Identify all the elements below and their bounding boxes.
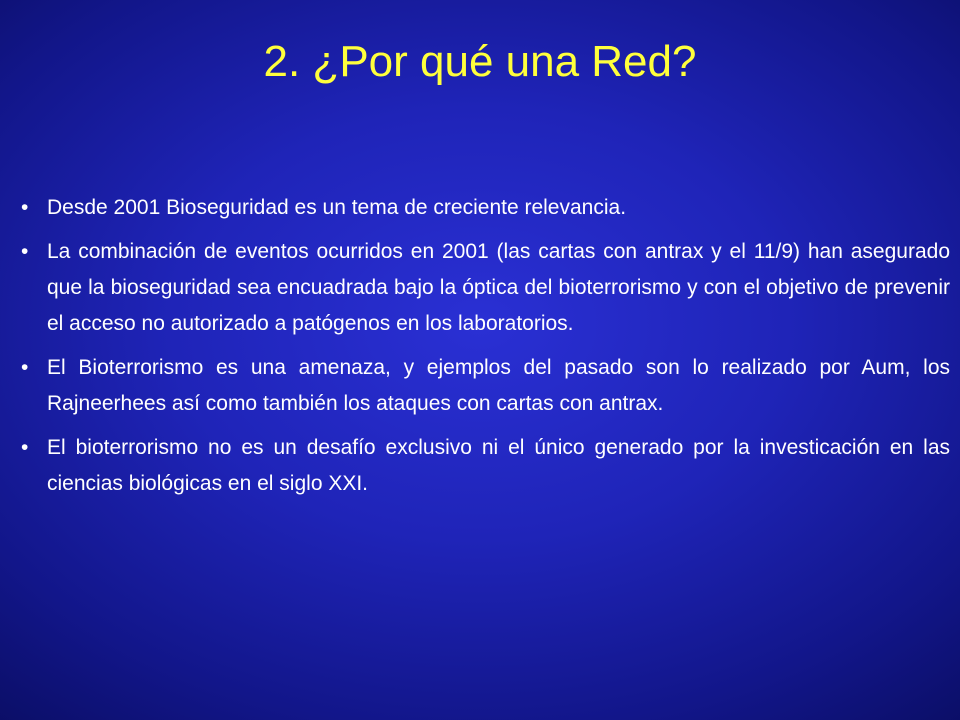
slide-title: 2. ¿Por qué una Red? [263, 37, 697, 86]
bullet-text: Desde 2001 Bioseguridad es un tema de creciente relevancia. [47, 196, 627, 219]
bullet-marker: • [21, 196, 29, 219]
bullet-marker: • [21, 240, 29, 263]
bullet-text: El Bioterrorismo es una amenaza, y ejemplos del pasado son lo realizado por Aum, los Rajneerhees así como también los ataques con cartas con antrax. [47, 356, 950, 415]
bullet-item-4 [0, 430, 960, 502]
bullet-marker: • [21, 356, 29, 379]
bullet-list [0, 190, 960, 510]
bullet-item-2 [0, 234, 960, 342]
bullet-marker: • [21, 436, 29, 459]
bullet-text: El bioterrorismo no es un desafío exclusivo ni el único generado por la investicación en las ciencias biológicas en el siglo XXI. [47, 436, 950, 495]
bullet-text: La combinación de eventos ocurridos en 2001 (las cartas con antrax y el 11/9) han asegurado que la bioseguridad sea encuadrada bajo la óptica del bioterrorismo y con el objetivo de prevenir el acceso no autorizado a patógenos en los laboratorios. [47, 240, 950, 335]
bullet-item-3 [0, 350, 960, 422]
bullet-item-1 [0, 190, 960, 226]
